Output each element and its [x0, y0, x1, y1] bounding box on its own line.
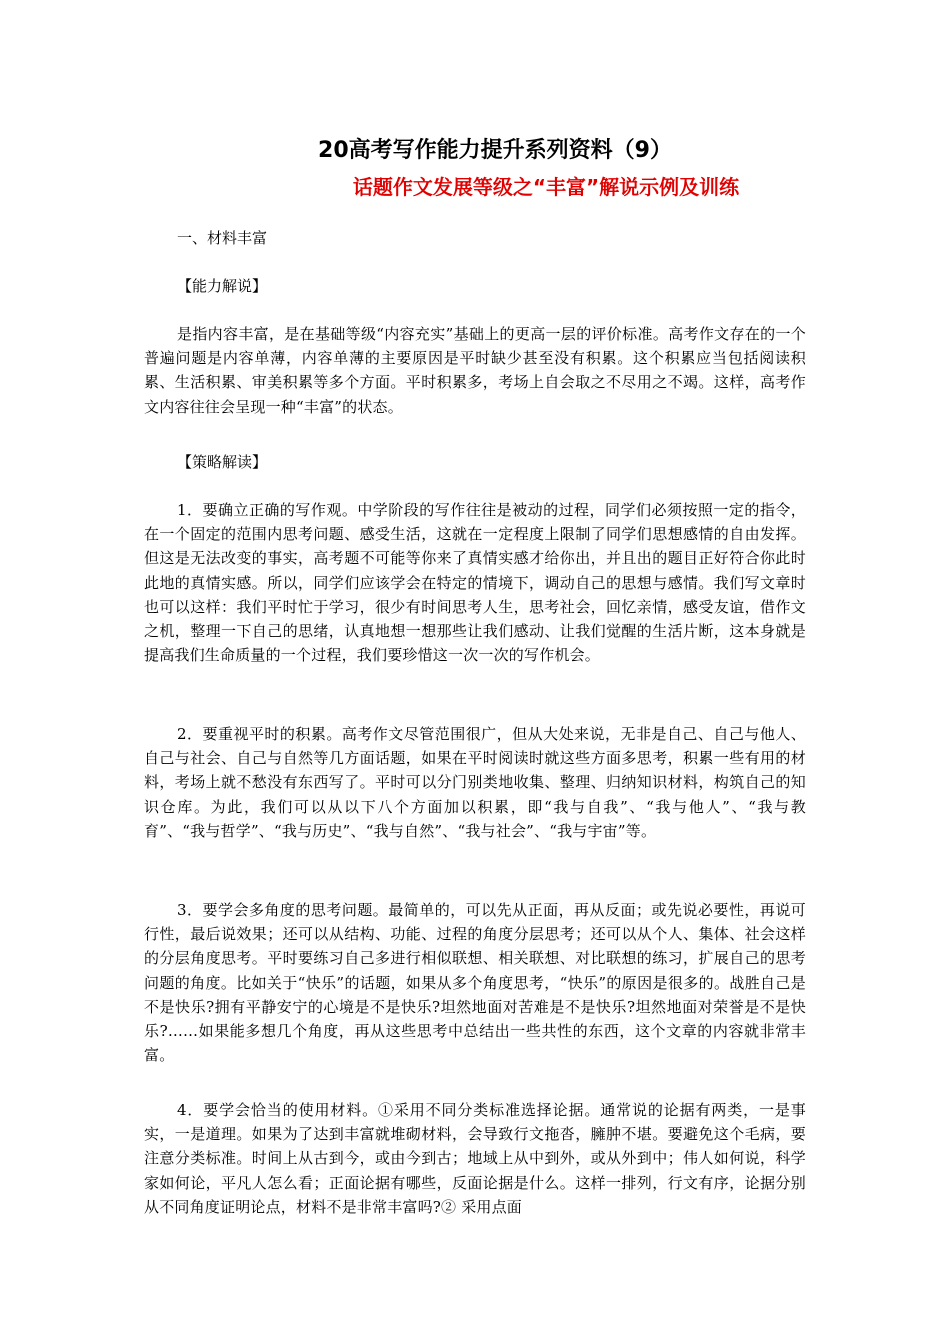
document-title: 20高考写作能力提升系列资料（9） — [318, 138, 672, 163]
document-subtitle: 话题作文发展等级之“丰富”解说示例及训练 — [352, 175, 740, 199]
strategy-point-2: 2．要重视平时的积累。高考作文尽管范围很广，但从大处来说，无非是自己、自己与他人、自己与社会、自己与自然等几方面话题，如果在平时阅读时就这些方面多思考，积累一些有用的材料，考场上就不愁没有东西写了。平时可以分门别类地收集、整理、归纳知识材料，构筑自己的知识仓库。为此，我们可以从以下八个方面加以积累，即“我与自我”、“我与他人”、“我与教育”、“我与哲学”、“我与历史”、“我与自然”、“我与社会”、“我与宇宙”等。 — [144, 725, 806, 840]
ability-explanation-text: 是指内容丰富，是在基础等级“内容充实”基础上的更高一层的评价标准。高考作文存在的一个普遍问题是内容单薄，内容单薄的主要原因是平时缺少甚至没有积累。这个积累应当包括阅读积累、生活积累、审美积累等多个方面。平时积累多，考场上自会取之不尽用之不竭。这样，高考作文内容往往会呈现一种“丰富”的状态。 — [144, 325, 806, 416]
strategy-heading: 【策略解读】 — [177, 453, 268, 471]
strategy-point-1: 1．要确立正确的写作观。中学阶段的写作往往是被动的过程，同学们必须按照一定的指令，在一个固定的范围内思考问题、感受生活，这就在一定程度上限制了同学们思想感情的自由发挥。但这是无法改变的事实，高考题不可能等你来了真情实感才给你出，并且出的题目正好符合你此时此地的真情实感。所以，同学们应该学会在特定的情境下，调动自己的思想与感情。我们写文章时也可以这样：我们平时忙于学习，很少有时间思考人生，思考社会，回忆亲情，感受友谊，借作文之机，整理一下自己的思绪，认真地想一想那些让我们感动、让我们觉醒的生活片断，这本身就是提高我们生命质量的一个过程，我们要珍惜这一次一次的写作机会。 — [144, 501, 806, 665]
ability-explanation-heading: 【能力解说】 — [177, 277, 268, 295]
strategy-point-4: 4．要学会恰当的使用材料。①采用不同分类标准选择论据。通常说的论据有两类，一是事实，一是道理。如果为了达到丰富就堆砌材料，会导致行文拖沓，臃肿不堪。要避免这个毛病，要注意分类标准。时间上从古到今，或由今到古；地域上从中到外，或从外到中；伟人如何说，科学家如何论，平凡人怎么看；正面论据有哪些，反面论据是什么。这样一排列，行文有序，论据分别从不同角度证明论点，材料不是非常丰富吗?② 采用点面 — [144, 1101, 806, 1216]
strategy-point-3: 3．要学会多角度的思考问题。最简单的，可以先从正面，再从反面；或先说必要性，再说可行性，最后说效果；还可以从结构、功能、过程的角度分层思考；还可以从个人、集体、社会这样的分层角度思考。平时要练习自己多进行相似联想、相关联想、对比联想的练习，扩展自己的思考问题的角度。比如关于“快乐”的话题，如果从多个角度思考，“快乐”的原因是很多的。战胜自己是不是快乐?拥有平静安宁的心境是不是快乐?坦然地面对苦难是不是快乐?坦然地面对荣誉是不是快乐?……如果能多想几个角度，再从这些思考中总结出一些共性的东西，这个文章的内容就非常丰富。 — [144, 901, 806, 1065]
section-heading-material-rich: 一、材料丰富 — [177, 229, 268, 247]
